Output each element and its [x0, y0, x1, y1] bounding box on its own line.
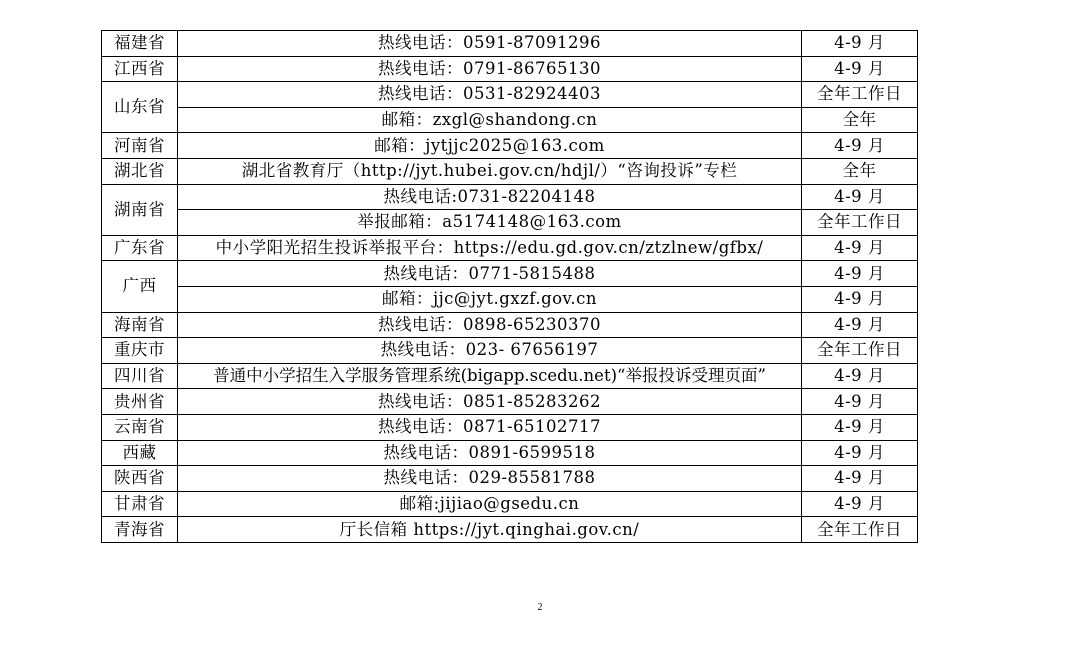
table-row — [102, 517, 918, 543]
region-cell: 广西 — [102, 261, 178, 312]
table-row — [102, 466, 918, 492]
period-cell: 4-9 月 — [802, 133, 918, 159]
contact-cell: 湖北省教育厅（http://jyt.hubei.gov.cn/hdjl/）“咨询投诉”专栏 — [178, 158, 802, 184]
table-row — [102, 31, 918, 57]
contact-cell: 热线电话：0771-5815488 — [178, 261, 802, 287]
contact-cell: 热线电话：0898-65230370 — [178, 312, 802, 338]
region-cell: 陕西省 — [102, 466, 178, 492]
period-cell: 4-9 月 — [802, 491, 918, 517]
period-cell: 4-9 月 — [802, 286, 918, 312]
region-cell: 青海省 — [102, 517, 178, 543]
period-cell: 全年工作日 — [802, 338, 918, 364]
period-cell: 4-9 月 — [802, 31, 918, 57]
table-row — [102, 414, 918, 440]
period-cell: 4-9 月 — [802, 363, 918, 389]
table-row — [102, 363, 918, 389]
table-row — [102, 235, 918, 261]
contact-cell: 热线电话：0791-86765130 — [178, 56, 802, 82]
region-cell: 福建省 — [102, 31, 178, 57]
period-cell: 4-9 月 — [802, 414, 918, 440]
contact-cell: 邮箱：jjc@jyt.gxzf.gov.cn — [178, 286, 802, 312]
region-cell: 甘肃省 — [102, 491, 178, 517]
period-cell: 4-9 月 — [802, 261, 918, 287]
contact-cell: 热线电话：0891-6599518 — [178, 440, 802, 466]
contact-cell: 热线电话:0731-82204148 — [178, 184, 802, 210]
contact-cell: 厅长信箱 https://jyt.qinghai.gov.cn/ — [178, 517, 802, 543]
region-cell: 山东省 — [102, 82, 178, 133]
contact-cell: 热线电话：023- 67656197 — [178, 338, 802, 364]
period-cell: 全年 — [802, 107, 918, 133]
region-cell: 湖南省 — [102, 184, 178, 235]
contact-cell: 邮箱：jytjjc2025@163.com — [178, 133, 802, 159]
period-cell: 全年工作日 — [802, 517, 918, 543]
table-row — [102, 491, 918, 517]
contact-cell: 热线电话：0591-87091296 — [178, 31, 802, 57]
period-cell: 4-9 月 — [802, 466, 918, 492]
table-row — [102, 56, 918, 82]
table-row — [102, 389, 918, 415]
period-cell: 4-9 月 — [802, 56, 918, 82]
table-row — [102, 312, 918, 338]
contact-cell: 热线电话：0871-65102717 — [178, 414, 802, 440]
region-cell: 四川省 — [102, 363, 178, 389]
region-cell: 湖北省 — [102, 158, 178, 184]
contact-cell: 热线电话：0851-85283262 — [178, 389, 802, 415]
period-cell: 4-9 月 — [802, 184, 918, 210]
period-cell: 全年工作日 — [802, 82, 918, 108]
contact-cell: 中小学阳光招生投诉举报平台：https://edu.gd.gov.cn/ztzlnew/gfbx/ — [178, 235, 802, 261]
period-cell: 4-9 月 — [802, 235, 918, 261]
table-row — [102, 210, 918, 236]
table-row — [102, 261, 918, 287]
period-cell: 4-9 月 — [802, 440, 918, 466]
period-cell: 全年工作日 — [802, 210, 918, 236]
contact-cell: 热线电话：0531-82924403 — [178, 82, 802, 108]
period-cell: 4-9 月 — [802, 389, 918, 415]
table-row — [102, 158, 918, 184]
contact-cell: 邮箱:jijiao@gsedu.cn — [178, 491, 802, 517]
table-row — [102, 133, 918, 159]
region-cell: 江西省 — [102, 56, 178, 82]
contact-table — [101, 30, 918, 543]
contact-cell: 邮箱：zxgl@shandong.cn — [178, 107, 802, 133]
table-row — [102, 338, 918, 364]
table-row — [102, 440, 918, 466]
page-number: 2 — [537, 602, 543, 613]
period-cell: 全年 — [802, 158, 918, 184]
table-row — [102, 286, 918, 312]
region-cell: 西藏 — [102, 440, 178, 466]
region-cell: 河南省 — [102, 133, 178, 159]
contact-cell: 举报邮箱：a5174148@163.com — [178, 210, 802, 236]
region-cell: 云南省 — [102, 414, 178, 440]
region-cell: 重庆市 — [102, 338, 178, 364]
region-cell: 贵州省 — [102, 389, 178, 415]
table-row — [102, 82, 918, 108]
contact-cell: 普通中小学招生入学服务管理系统(bigapp.scedu.net)“举报投诉受理页面” — [178, 363, 802, 389]
period-cell: 4-9 月 — [802, 312, 918, 338]
contact-cell: 热线电话：029-85581788 — [178, 466, 802, 492]
table-row — [102, 184, 918, 210]
region-cell: 海南省 — [102, 312, 178, 338]
table-row — [102, 107, 918, 133]
region-cell: 广东省 — [102, 235, 178, 261]
